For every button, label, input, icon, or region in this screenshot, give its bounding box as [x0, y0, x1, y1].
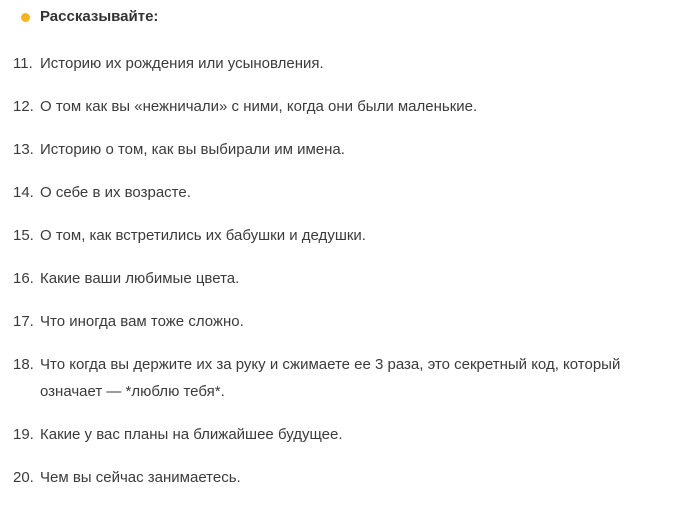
list-item-text: О себе в их возрасте.: [40, 184, 191, 201]
list-item-text: Что иногда вам тоже сложно.: [40, 313, 244, 330]
list-item: [13, 93, 660, 120]
list-item-text: Какие у вас планы на ближайшее будущее.: [40, 426, 343, 443]
bullet-icon: [21, 13, 30, 22]
list-item: [13, 179, 660, 206]
list-item: [13, 464, 660, 491]
list-item-text: Какие ваши любимые цвета.: [40, 270, 240, 287]
list-item-number: 15.: [13, 227, 34, 244]
list-item-number: 13.: [13, 141, 34, 158]
list-header: [13, 8, 660, 26]
list-item: [13, 50, 660, 77]
list-item-number: 18.: [13, 356, 34, 373]
list-item-number: 19.: [13, 426, 34, 443]
list-header-title: Рассказывайте:: [40, 8, 159, 25]
list-item-number: 12.: [13, 98, 34, 115]
list-item: [13, 421, 660, 448]
list-item-text: Что когда вы держите их за руку и сжимаете ее 3 раза, это секретный код, который означает — *люблю тебя*.: [40, 356, 621, 400]
list-item-number: 14.: [13, 184, 34, 201]
list-item-text: Историю о том, как вы выбирали им имена.: [40, 141, 345, 158]
list-item-text: Историю их рождения или усыновления.: [40, 55, 324, 72]
list-item-text: О том, как встретились их бабушки и дедушки.: [40, 227, 366, 244]
list-item: [13, 351, 660, 405]
list-item-text: О том как вы «нежничали» с ними, когда они были маленькие.: [40, 98, 478, 115]
list-item: [13, 136, 660, 163]
list-item-number: 16.: [13, 270, 34, 287]
list-item: [13, 265, 660, 292]
list-item: [13, 222, 660, 249]
list-item-text: Чем вы сейчас занимаетесь.: [40, 469, 241, 486]
list-item-number: 17.: [13, 313, 34, 330]
list-item-number: 20.: [13, 469, 34, 486]
list-item: [13, 308, 660, 335]
list-item-number: 11.: [13, 55, 33, 72]
numbered-list: [13, 50, 660, 491]
